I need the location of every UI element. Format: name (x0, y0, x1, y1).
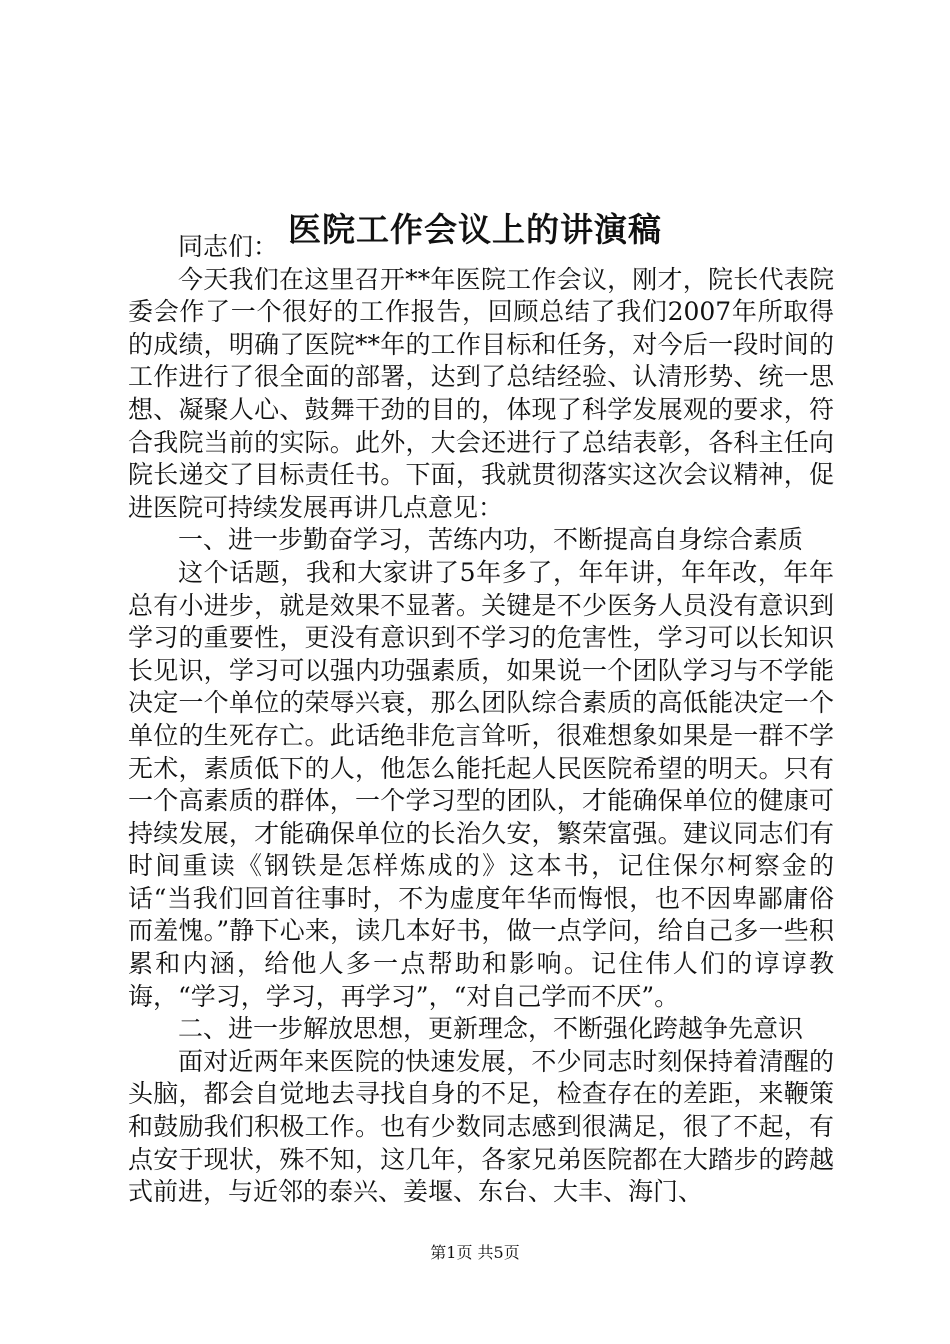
salutation: 同志们： (178, 232, 279, 261)
section-heading: 二、进一步解放思想，更新理念，不断强化跨越争先意识 (178, 1014, 804, 1044)
body-paragraph: 面对近两年来医院的快速发展，不少同志时刻保持着清醒的头脑，都会自觉地去寻找自身的不足，检查存在的差距，来鞭策和鼓励我们积极工作。也有少数同志感到很满足，很了不起，有点安于现状，殊不知，这几年，各家兄弟医院都在大踏步的跨越式前进，与近邻的泰兴、姜堰、东台、大丰、海门、 (128, 1046, 834, 1207)
body-paragraph: 今天我们在这里召开**年医院工作会议，刚才，院长代表院委会作了一个很好的工作报告，回顾总结了我们2007年所取得的成绩，明确了医院**年的工作目标和任务，对今后一段时间的工作进行了很全面的部署，达到了总结经验、认清形势、统一思想、凝聚人心、鼓舞干劲的目的，体现了科学发展观的要求，符合我院当前的实际。此外，大会还进行了总结表彰，各科主任向院长递交了目标责任书。下面，我就贯彻落实这次会议精神，促进医院可持续发展再讲几点意见： (128, 264, 834, 522)
section-heading: 一、进一步勤奋学习，苦练内功，不断提高自身综合素质 (178, 525, 804, 555)
document-title: 医院工作会议上的讲演稿 (288, 210, 662, 250)
document-body (128, 231, 834, 1209)
body-paragraph: 这个话题，我和大家讲了5年多了，年年讲，年年改，年年总有小进步，就是效果不显著。关键是不少医务人员没有意识到学习的重要性，更没有意识到不学习的危害性，学习可以长知识长见识，学习可以强内功强素质，如果说一个团队学习与不学能决定一个单位的荣辱兴衰，那么团队综合素质的高低能决定一个单位的生死存亡。此话绝非危言耸听，很难想象如果是一群不学无术，素质低下的人，他怎么能托起人民医院希望的明天。只有一个高素质的群体，一个学习型的团队，才能确保单位的健康可持续发展，才能确保单位的长治久安，繁荣富强。建议同志们有时间重读《钢铁是怎样炼成的》这本书，记住保尔柯察金的话“当我们回首往事时，不为虚度年华而悔恨，也不因卑鄙庸俗而羞愧。”静下心来，读几本好书，做一点学问，给自己多一些积累和内涵，给他人多一点帮助和影响。记住伟人们的谆谆教诲，“学习，学习，再学习”，“对自己学而不厌”。 (128, 557, 834, 1011)
page-footer: 第1页 共5页 (430, 1243, 520, 1262)
